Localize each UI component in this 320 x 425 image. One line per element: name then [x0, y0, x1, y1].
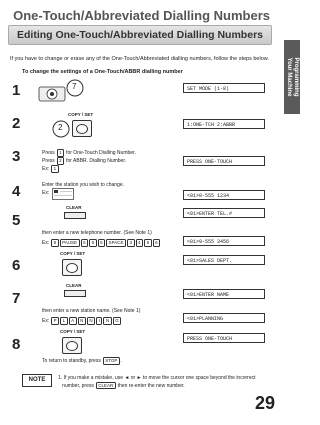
step-number: 5 [12, 212, 21, 229]
copy-set-label: COPY / SET [68, 112, 94, 117]
note-text: 1. If you make a mistake, use ◄ or ► to move the cursor one space beyond the incorrect number, press CLEAR then re-enter the new number. [58, 375, 256, 389]
step7-example: Ex: P L A N N I N G [42, 317, 122, 325]
step5-example: Ex: 9 PAUSE 5 5 5 SPACE 3 4 5 6 [42, 239, 161, 247]
copy-set-label: COPY / SET [60, 251, 86, 256]
key-badge: A [69, 317, 77, 325]
clear-button-icon [64, 212, 86, 219]
intro-text: If you have to change or erase any of the One-Touch/Abbreviated dialling numbers, follow the steps below. [10, 56, 269, 62]
step4-example: Ex: [42, 190, 50, 196]
key-badge: N [78, 317, 86, 325]
note-label: NOTE [22, 374, 52, 387]
lcd-display: PRESS ONE-TOUCH [183, 156, 265, 166]
key-badge: 1 [57, 149, 65, 157]
step-number: 4 [12, 183, 21, 200]
section-bar [8, 25, 272, 45]
key-badge: 4 [136, 239, 144, 247]
copy-set-button-icon [62, 337, 82, 354]
step-number: 6 [12, 257, 21, 274]
lcd-display: PRESS ONE-TOUCH [183, 333, 265, 343]
side-tab-line1: Programming [293, 57, 299, 97]
clear-label: CLEAR [66, 283, 82, 288]
copy-set-button-icon [72, 120, 92, 137]
step7-text: then enter a new station name. (See Note 1) [42, 308, 141, 314]
key-badge: SPACE [106, 239, 126, 247]
key-badge: 6 [153, 239, 161, 247]
side-tab-line2: Your Machine [286, 57, 292, 97]
lcd-display: <01>8-555 1234 [183, 190, 265, 200]
step8-text: To return to standby, press STOP . [42, 358, 122, 364]
key-badge: P [51, 317, 59, 325]
step-number: 3 [12, 148, 21, 165]
key-badge: PAUSE [60, 239, 80, 247]
lcd-display: <01>SALES DEPT. [183, 255, 265, 265]
section-title: Editing One-Touch/Abbreviated Dialling Numbers [17, 29, 263, 41]
copy-set-label: COPY / SET [60, 329, 86, 334]
step-number: 8 [12, 336, 21, 353]
step2-key-label: 2 [58, 123, 63, 132]
side-tab [284, 40, 300, 114]
step3-text1: Press 1 for One-Touch Dialling Number. [42, 150, 136, 156]
key-badge: N [103, 317, 111, 325]
key-badge: 5 [89, 239, 97, 247]
key-badge: I [96, 317, 102, 325]
step-number: 2 [12, 115, 21, 132]
step3-example: Ex: 1 [42, 165, 59, 173]
copy-set-button-icon [62, 259, 82, 276]
key-badge: 2 [57, 157, 65, 165]
key-badge: 5 [144, 239, 152, 247]
clear-label: CLEAR [66, 205, 82, 210]
key-badge: 9 [51, 239, 59, 247]
key-badge: 5 [81, 239, 89, 247]
step3-text2: Press 2 for ABBR. Dialling Number. [42, 158, 127, 164]
key-badge: CLEAR [96, 382, 116, 390]
subhead: To change the settings of a One-Touch/ABBR dialling number [22, 69, 183, 75]
header-title: One-Touch/Abbreviated Dialling Numbers [13, 8, 270, 23]
lcd-display: <01>9-555 3456 [183, 236, 265, 246]
key-badge: 1 [51, 165, 59, 173]
key-badge: G [113, 317, 122, 325]
lcd-display: 1:ONE-TCH 2:ABBR [183, 119, 265, 129]
page-number: 29 [254, 393, 275, 413]
lcd-display: <01>ENTER NAME [183, 289, 265, 299]
step-number: 1 [12, 82, 21, 99]
lcd-display: <01>PLANNING [183, 313, 265, 323]
clear-button-icon [64, 290, 86, 297]
key-badge: STOP [103, 357, 120, 365]
lcd-display: <01>ENTER TEL.# [183, 208, 265, 218]
key-badge: N [87, 317, 95, 325]
step4-text: Enter the station you wish to change. [42, 182, 124, 188]
one-touch-keypad-icon [52, 188, 74, 200]
step-number: 7 [12, 290, 21, 307]
key-badge: L [60, 317, 68, 325]
key-badge: 3 [127, 239, 135, 247]
key-badge: 5 [98, 239, 106, 247]
step5-text: then enter a new telephone number. (See Note 1) [42, 230, 152, 236]
step1-key-label: 7 [72, 82, 77, 91]
lcd-display: SET MODE (1-8) [183, 83, 265, 93]
